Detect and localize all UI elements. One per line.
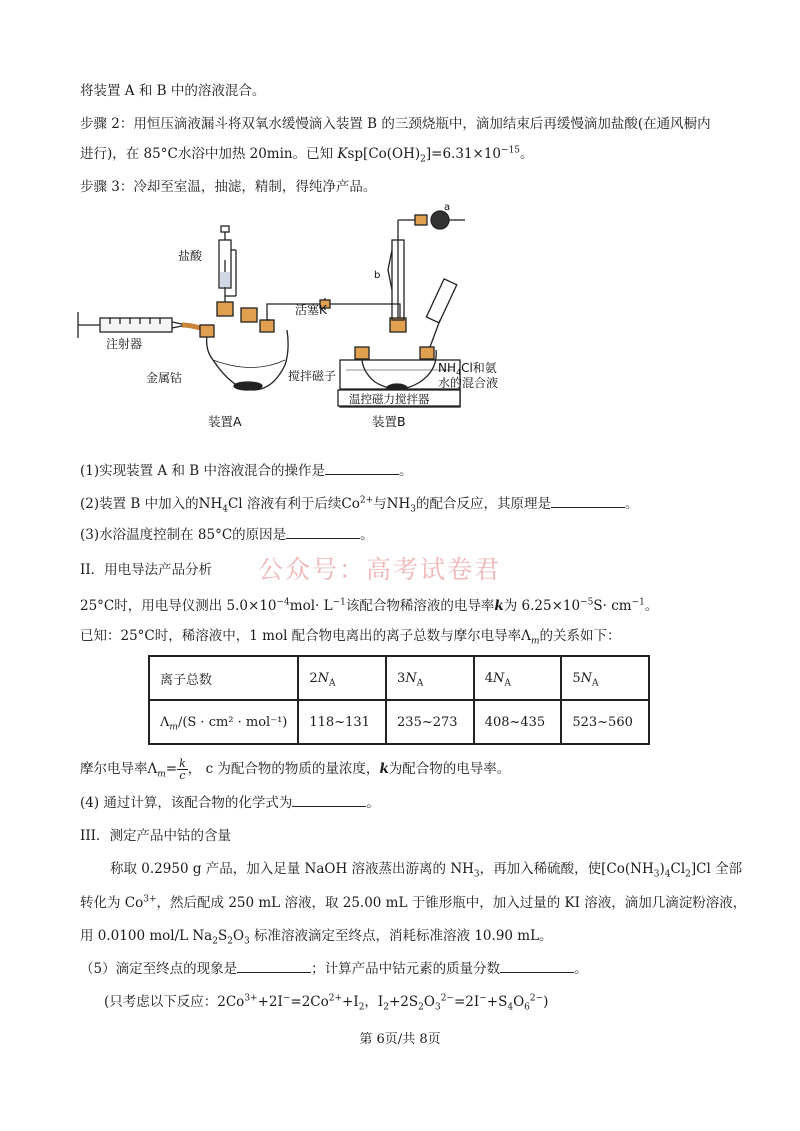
table-row xyxy=(149,656,649,700)
question-2: (2)装置 B 中加入的$NH_4Cl$ 溶液有利于后续$Co^{2+}$与$NH_3$的配合反应，其原理是 。 xyxy=(80,493,638,514)
apparatus-figure xyxy=(70,200,499,445)
paragraph-line-1: 称取 0.2950 g 产品，加入足量 NaOH 溶液蒸出游离的 $NH_3$，再加入稀硫酸，使$[Co(NH_3)_4Cl_2]Cl$ 全部 xyxy=(110,861,743,880)
table-row xyxy=(149,700,649,744)
paragraph-line-3: 用 0.0100 mol/L $Na_2S_2O_3$ 标准溶液滴定至终点，消耗标准溶液 10.90 mL。 xyxy=(80,928,553,947)
answer-blank-5b[interactable] xyxy=(500,958,574,973)
mark-b-label: b xyxy=(374,270,381,281)
hcl-label: 盐酸 xyxy=(178,249,203,263)
cobalt-label: 金属钴 xyxy=(146,371,183,385)
question-4: (4) 通过计算，该配合物的化学式为 。 xyxy=(80,792,380,813)
fraction-k-over-c: $\frac{k}{c}$ xyxy=(179,757,186,782)
table-cell: $3N_A$ xyxy=(386,656,474,700)
intro-text: 将装置 A 和 B 中的溶液混合。 xyxy=(80,83,266,99)
answer-blank-3[interactable] xyxy=(286,524,360,539)
molar-definition: 摩尔电导率$\Lambda_m=$ $\frac{k}{c}$ ， c 为配合物的物质的量浓度，k为配合物的电导率。 xyxy=(80,757,511,782)
step3-text: 步骤 3：冷却至室温，抽滤，精制，得纯净产品。 xyxy=(80,179,377,195)
answer-blank-5a[interactable] xyxy=(237,958,311,973)
step2-line2: 进行)，在 85°C水浴中加热 20min。已知 $Ksp[Co(OH)_2]=6.31\times 10^{-15}$。 xyxy=(80,145,534,165)
question-5: （5）滴定至终点的现象是 ；计算产品中钴元素的质量分数 。 xyxy=(80,958,588,979)
section-2-heading: II．用电导法产品分析 xyxy=(80,562,213,578)
table-cell: $2N_A$ xyxy=(298,656,386,700)
apparatus-a-label: 装置A xyxy=(208,414,242,429)
answer-blank-2[interactable] xyxy=(551,493,625,508)
valve-label: 活塞K xyxy=(295,303,327,317)
table-cell: $4N_A$ xyxy=(474,656,562,700)
answer-blank-4[interactable] xyxy=(292,792,366,807)
stirrer-label: 温控磁力搅拌器 xyxy=(349,392,430,406)
answer-blank-1[interactable] xyxy=(325,460,399,475)
page-footer: 第 6页/共 8页 xyxy=(359,1032,441,1047)
question-3: (3)水浴温度控制在 85°C的原因是 。 xyxy=(80,524,374,545)
table-cell: 118~131 xyxy=(298,700,386,744)
table-cell: 235~273 xyxy=(386,700,474,744)
mixture-label-line2: 水的混合液 xyxy=(438,376,499,390)
watermark: 公众号：高考试卷君 xyxy=(258,555,502,584)
mark-a-label: a xyxy=(444,202,451,213)
table-header-ion-count: 离子总数 xyxy=(149,656,298,700)
question-1: (1)实现装置 A 和 B 中溶液混合的操作是 。 xyxy=(80,460,412,481)
step2-line1: 步骤 2：用恒压滴液漏斗将双氧水缓慢滴入装置 B 的三颈烧瓶中，滴加结束后再缓慢滴加盐酸(在通风橱内 xyxy=(80,116,711,132)
table-cell: 408~435 xyxy=(474,700,562,744)
section-3-heading: III．测定产品中钴的含量 xyxy=(80,828,231,844)
syringe-label: 注射器 xyxy=(106,337,143,351)
molar-conductivity-table xyxy=(148,655,650,745)
table-header-molar-conductivity: $\Lambda_m/(S \cdot cm^2 \cdot mol^{-1})$ xyxy=(149,700,298,744)
mixture-label-line1: $NH_4Cl$和氨 xyxy=(438,361,497,377)
known-text: 已知：25°C时，稀溶液中，1 mol 配合物电离出的离子总数与摩尔电导率$\Lambda_m$的关系如下： xyxy=(80,628,621,647)
table-cell: $5N_A$ xyxy=(561,656,649,700)
measurement-text: 25°C时，用电导仪测出 $5.0\times 10^{-4}mol\cdot L^{-1}$该配合物稀溶液的电导率k为 $6.25\times 10^{-5}S\cdot cm^{-1}$。 xyxy=(80,597,659,614)
stirbar-label: 搅拌磁子 xyxy=(288,369,337,383)
table-cell: 523~560 xyxy=(561,700,649,744)
reaction-equations: (只考虑以下反应：$2Co^{3+}+2I^-=2Co^{2+}+I_2$，$I_2+2S_2O_3^{2-}=2I^-+S_4O_6^{2-}$) xyxy=(104,993,549,1013)
paragraph-line-2: 转化为 $Co^{3+}$，然后配成 250 mL 溶液，取 25.00 mL 于锥形瓶中，加入过量的 KI 溶液，滴加几滴淀粉溶液， xyxy=(80,894,747,911)
apparatus-b-label: 装置B xyxy=(372,414,406,429)
